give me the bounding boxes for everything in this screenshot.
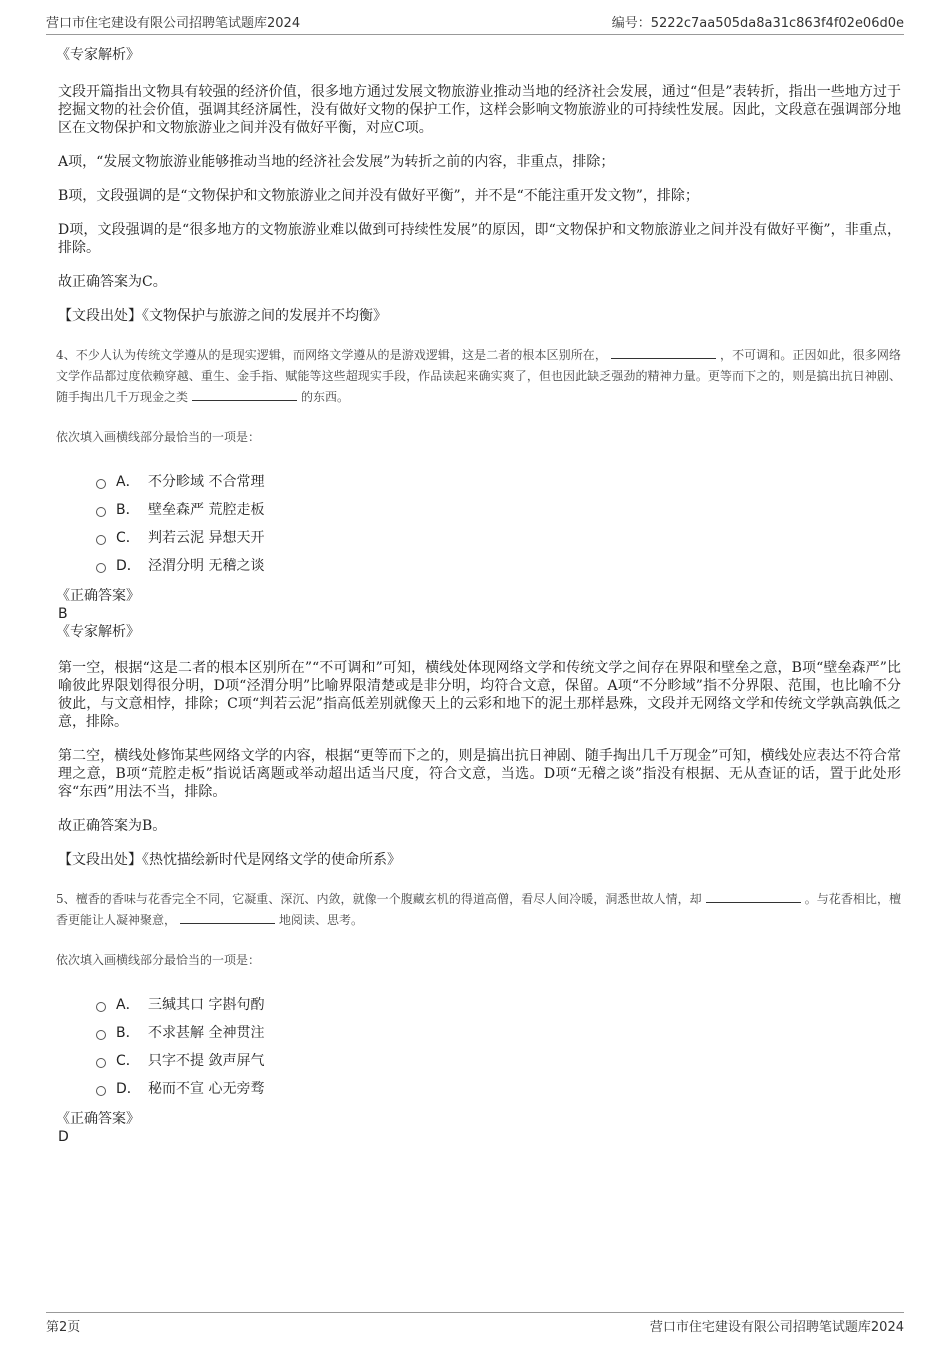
analysis-label: 《专家解析》 [56,624,140,640]
conclusion: 故正确答案为B。 [58,818,167,834]
question-hint: 依次填入画横线部分最恰当的一项是： [56,953,261,967]
analysis-paragraph: B项，文段强调的是“文物保护和文物旅游业之间并没有做好平衡”，并不是“不能注重开发文物”，排除； [58,188,699,204]
q4-option-d[interactable]: D． 泾渭分明 无稽之谈 [96,551,901,579]
fill-blank [611,346,716,359]
answer-value: D [58,1129,69,1145]
fill-blank [192,388,297,401]
analysis-paragraph: 第一空，根据“这是二者的根本区别所在”“不可调和”可知，横线处体现网络文学和传统文学之间存在界限和壁垒之意，B项“壁垒森严”比喻彼此界限划得很分明，D项“泾渭分明”比喻界限清楚或是非分明，均符合文意，保留。A项“不分畛域”指不分界限、范围，也比喻不分彼此，与文意相悖，排除；C项“判若云泥”指高低差别就像天上的云彩和地下的泥土那样悬殊，文段并无网络文学和传统文学孰高孰低之意，排除。 [58,660,901,730]
header-title: 营口市住宅建设有限公司招聘笔试题库2024 [46,16,301,31]
radio-icon[interactable] [96,507,106,517]
analysis-paragraph: 第二空，横线处修饰某些网络文学的内容，根据“更等而下之的，则是搞出抗日神剧、随手掏出几千万现金”可知，横线处应表达不符合常理之意，B项“荒腔走板”指说话离题或举动超出适当尺度，符合文意，当选。D项“无稽之谈”指没有根据、无从查证的话，置于此处形容“东西”用法不当，排除。 [58,748,901,800]
q4-option-b[interactable]: B． 壁垒森严 荒腔走板 [96,495,901,523]
page-content [56,45,901,1146]
answer-label: 《正确答案》 [56,1111,140,1127]
radio-icon[interactable] [96,1002,106,1012]
answer-value: B [58,606,68,622]
radio-icon[interactable] [96,535,106,545]
analysis-paragraph: D项，文段强调的是“很多地方的文物旅游业难以做到可持续性发展”的原因，即“文物保护和文物旅游业之间并没有做好平衡”，非重点，排除。 [58,222,901,256]
q5-option-c[interactable]: C． 只字不提 敛声屏气 [96,1046,901,1074]
fill-blank [180,911,275,924]
radio-icon[interactable] [96,479,106,489]
radio-icon[interactable] [96,1086,106,1096]
radio-icon[interactable] [96,1030,106,1040]
conclusion: 故正确答案为C。 [58,274,167,290]
page-header [46,12,904,35]
footer-title: 营口市住宅建设有限公司招聘笔试题库2024 [649,1320,904,1335]
page-number: 第2页 [46,1320,81,1335]
q5-options [96,990,901,1102]
radio-icon[interactable] [96,1058,106,1068]
question-4-text: 4、不少人认为传统文学遵从的是现实逻辑，而网络文学遵从的是游戏逻辑，这是二者的根本区别所在， ，不可调和。正因如此，很多网络文学作品都过度依赖穿越、重生、金手指、赋能等这些超现实手段，作品读起来确实爽了，但也因此缺乏强劲的精神力量。更等而下之的，则是搞出抗日神剧、随手掏出几千万现金之类 的东西。 [56,348,901,404]
q5-option-a[interactable]: A． 三缄其口 字斟句酌 [96,990,901,1018]
page-footer [46,1312,904,1335]
question-hint: 依次填入画横线部分最恰当的一项是： [56,430,261,444]
analysis-paragraph: 文段开篇指出文物具有较强的经济价值，很多地方通过发展文物旅游业推动当地的经济社会发展，通过“但是”表转折，指出一些地方过于挖掘文物的社会价值，强调其经济属性，没有做好文物的保护工作，这样会影响文物旅游业的可持续性发展。因此，文段意在强调部分地区在文物保护和文物旅游业之间并没有做好平衡，对应C项。 [58,84,901,136]
source-citation: 【文段出处】《文物保护与旅游之间的发展并不均衡》 [58,308,387,324]
document-id: 编号：5222c7aa505da8a31c863f4f02e06d0e [611,16,904,31]
radio-icon[interactable] [96,563,106,573]
q4-options [96,467,901,579]
q4-option-c[interactable]: C． 判若云泥 异想天开 [96,523,901,551]
question-5-text: 5、檀香的香味与花香完全不同，它凝重、深沉、内敛，就像一个腹藏玄机的得道高僧，看尽人间冷暖，洞悉世故人情，却 。与花香相比，檀香更能让人凝神聚意， 地阅读、思考。 [56,892,901,927]
q5-option-b[interactable]: B． 不求甚解 全神贯注 [96,1018,901,1046]
source-citation: 【文段出处】《热忱描绘新时代是网络文学的使命所系》 [58,852,401,868]
fill-blank [706,890,801,903]
q5-option-d[interactable]: D． 秘而不宣 心无旁骛 [96,1074,901,1102]
analysis-paragraph: A项，“发展文物旅游业能够推动当地的经济社会发展”为转折之前的内容，非重点，排除； [58,154,615,170]
answer-label: 《正确答案》 [56,588,140,604]
q4-option-a[interactable]: A． 不分畛域 不合常理 [96,467,901,495]
analysis-label: 《专家解析》 [56,47,140,63]
